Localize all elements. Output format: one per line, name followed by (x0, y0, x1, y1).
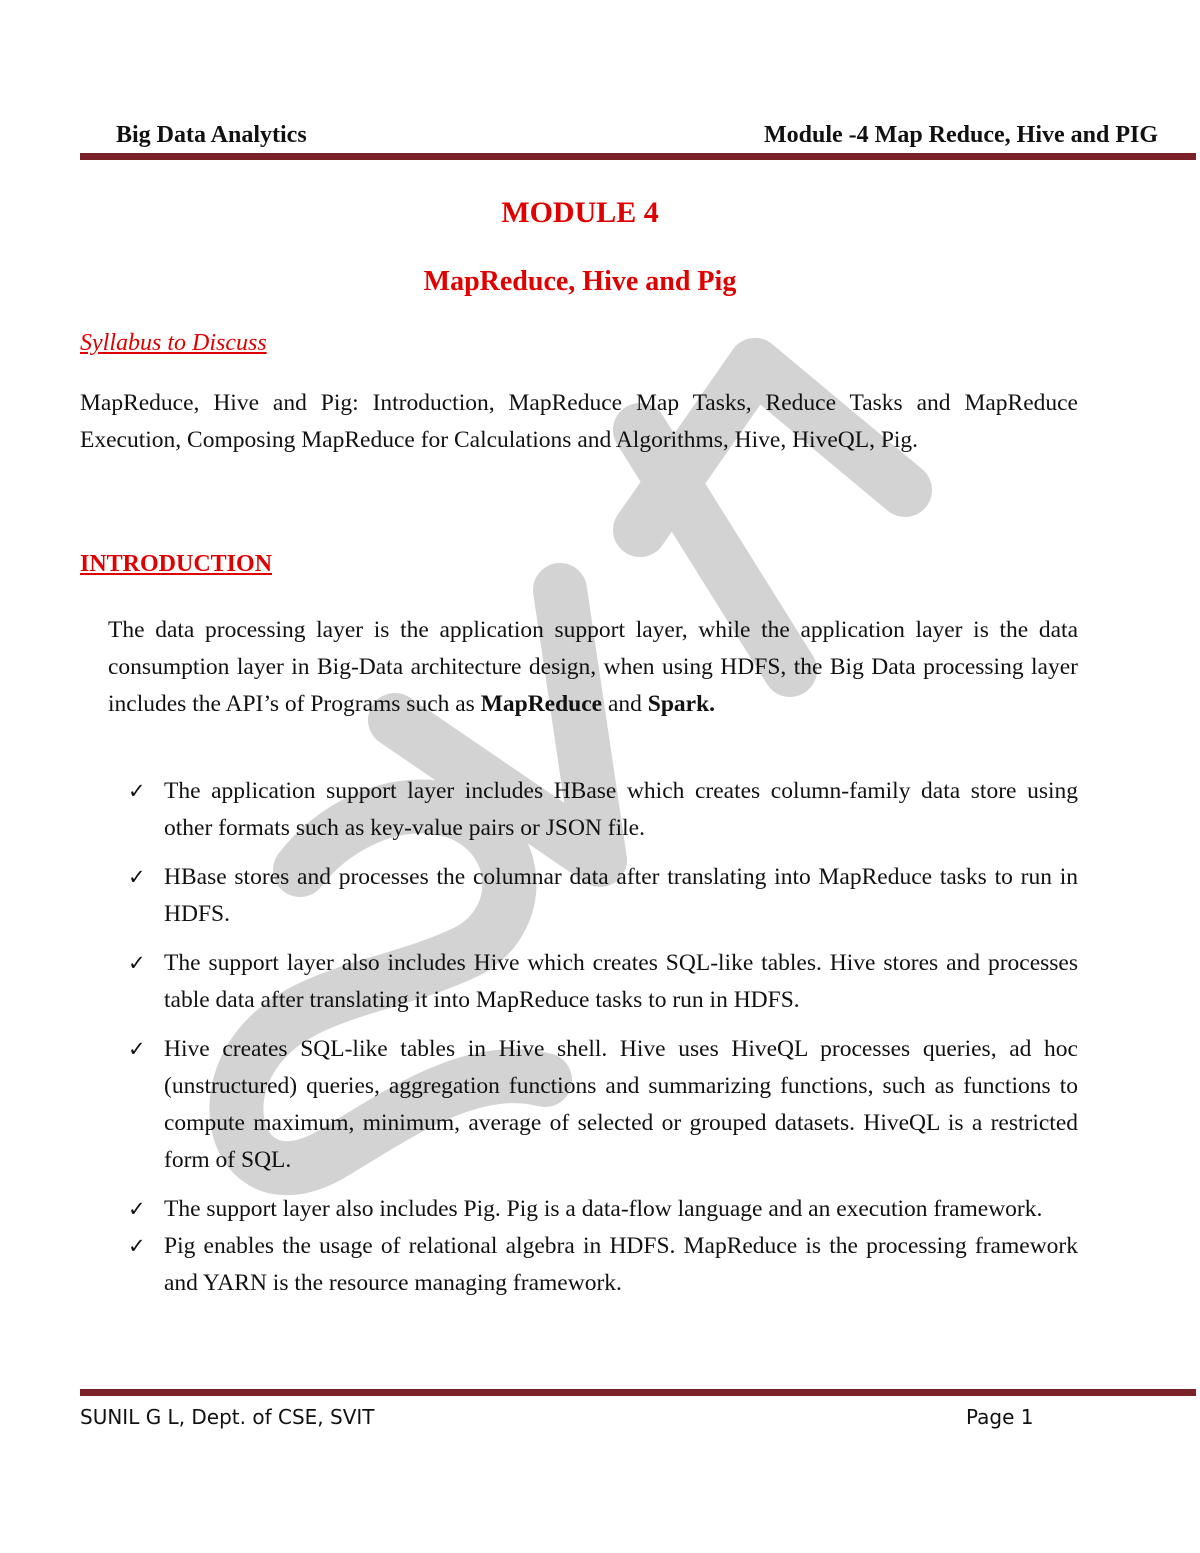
list-item-text: Hive creates SQL-like tables in Hive shell. Hive uses HiveQL processes queries, ad hoc (unstructured) queries, aggregation functions and summarizing functions, such as functions to compute maximum, minimum, average of selected or grouped datasets. HiveQL is a restricted form of SQL. (164, 1036, 1078, 1173)
checkmark-icon: ✓ (128, 1234, 146, 1258)
checkmark-icon: ✓ (128, 951, 146, 975)
list-item-text: The support layer also includes Hive which creates SQL-like tables. Hive stores and processes table data after translating it into MapReduce tasks to run in HDFS. (164, 950, 1078, 1013)
list-item-text: Pig enables the usage of relational algebra in HDFS. MapReduce is the processing framework and YARN is the resource managing framework. (164, 1233, 1078, 1296)
intro-text-part2: and (602, 691, 648, 717)
header-module-title: Module -4 Map Reduce, Hive and PIG (764, 122, 1158, 148)
list-item (128, 945, 1078, 1019)
checkmark-icon: ✓ (128, 865, 146, 889)
introduction-bullet-list (128, 773, 1078, 1302)
page-number: Page 1 (966, 1405, 1034, 1429)
list-item (128, 859, 1078, 933)
header-rule (80, 153, 1196, 160)
syllabus-heading: Syllabus to Discuss (80, 330, 267, 356)
introduction-paragraph (108, 612, 1078, 723)
checkmark-icon: ✓ (128, 1197, 146, 1221)
introduction-heading: INTRODUCTION (80, 551, 273, 577)
module-subtitle: MapReduce, Hive and Pig (423, 266, 737, 297)
syllabus-text: MapReduce, Hive and Pig: Introduction, MapReduce Map Tasks, Reduce Tasks and MapReduce Execution, Composing MapReduce for Calculations and Algorithms, Hive, HiveQL, Pig. (80, 390, 1078, 453)
intro-text-part1: The data processing layer is the application support layer, while the application layer is the data consumption layer in Big-Data architecture design, when using HDFS, the Big Data processing layer includes the API’s of Programs such as (108, 617, 1078, 717)
list-item-text: The application support layer includes HBase which creates column-family data store using other formats such as key-value pairs or JSON file. (164, 778, 1078, 841)
list-item (128, 1228, 1078, 1302)
footer-rule (80, 1389, 1196, 1396)
intro-bold-mapreduce: MapReduce (480, 691, 603, 717)
header-course-title: Big Data Analytics (116, 122, 307, 148)
list-item (128, 1191, 1078, 1228)
list-item-text: The support layer also includes Pig. Pig is a data-flow language and an execution framework. (164, 1196, 1043, 1222)
list-item-text: HBase stores and processes the columnar data after translating into MapReduce tasks to run in HDFS. (164, 864, 1078, 927)
list-item (128, 773, 1078, 847)
footer-author: SUNIL G L, Dept. of CSE, SVIT (80, 1405, 375, 1429)
list-item (128, 1031, 1078, 1179)
checkmark-icon: ✓ (128, 1037, 146, 1061)
module-title: MODULE 4 (501, 196, 659, 229)
intro-bold-spark: Spark. (647, 691, 716, 717)
checkmark-icon: ✓ (128, 779, 146, 803)
